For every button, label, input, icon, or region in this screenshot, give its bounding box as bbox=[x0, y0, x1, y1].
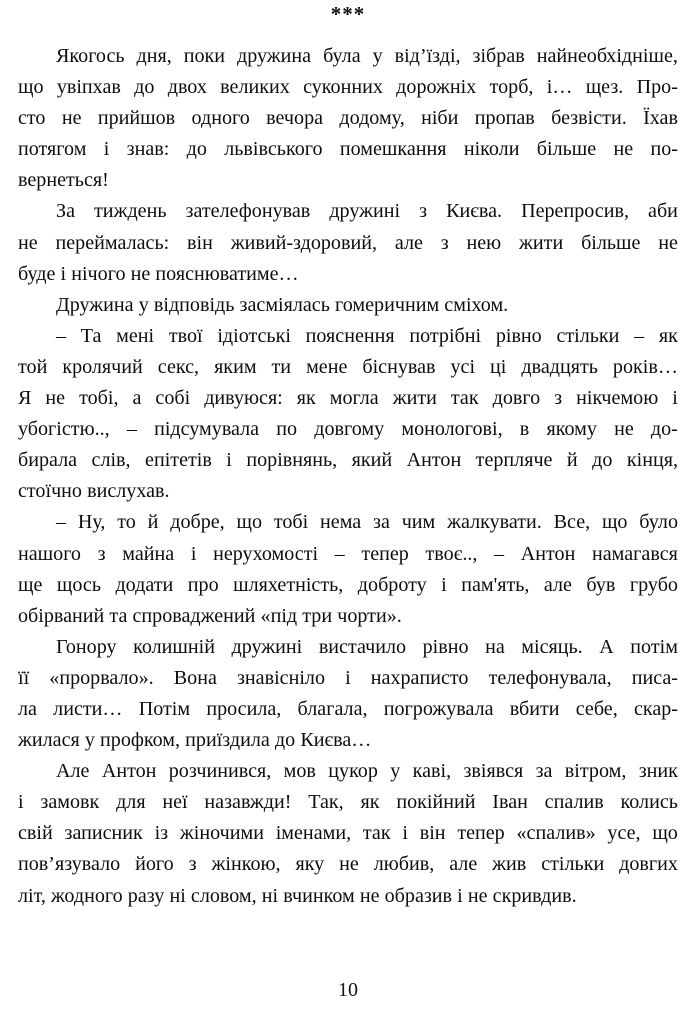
paragraph bbox=[18, 196, 678, 289]
paragraph bbox=[18, 507, 678, 631]
text-line: і замовк для неї назавжди! Так, як покійний Іван спалив колись bbox=[18, 791, 678, 814]
text-line: Якогось дня, поки дружина була у від’їзді, зібрав найнеобхідніше, bbox=[56, 45, 678, 67]
text-line: – Ну, то й добре, що тобі нема за чим жалкувати. Все, що було bbox=[56, 511, 678, 534]
text-line: Але Антон розчинився, мов цукор у каві, звіявся за вітром, зник bbox=[56, 760, 678, 783]
text-line: літ, жодного разу ні словом, ні вчинком не образив і не скривдив. bbox=[18, 884, 577, 907]
text-line: свій записник із жіночими іменами, так і він тепер «спалив» усе, що bbox=[18, 822, 678, 845]
text-line: той кролячий секс, яким ти мене біснував усі ці двадцять років… bbox=[18, 355, 678, 378]
paragraph bbox=[18, 632, 678, 756]
text-line: Я не тобі, а собі дивуюся: як могла жити так довго з нікчемою і bbox=[18, 387, 678, 410]
text-line: За тиждень зателефонував дружині з Києва. Перепросив, аби bbox=[56, 200, 678, 223]
paragraph bbox=[18, 756, 678, 911]
paragraph bbox=[18, 290, 678, 321]
text-line: Дружина у відповідь засміялась гомеричним сміхом. bbox=[56, 293, 509, 316]
text-line: не переймалась: він живий-здоровий, але з нею жити більше не bbox=[18, 231, 678, 254]
paragraph bbox=[18, 321, 678, 508]
text-line: потягом і знав: до львівського помешкання ніколи більше не по- bbox=[18, 138, 678, 161]
page-number: 10 bbox=[338, 979, 358, 1001]
text-line: вернеться! bbox=[18, 169, 109, 192]
text-line: стоїчно вислухав. bbox=[18, 480, 170, 503]
text-line: ла листи… Потім просила, благала, погрожувала вбити себе, скар- bbox=[18, 697, 678, 720]
text-line: – Та мені твої ідіотські пояснення потрібні рівно стільки – як bbox=[56, 324, 678, 347]
text-line: що увіпхав до двох великих суконних дорожніх торб, і… щез. Про- bbox=[18, 76, 678, 99]
text-line: обірваний та спроваджений «під три чорти». bbox=[18, 604, 402, 627]
paragraph bbox=[18, 41, 678, 196]
text-line: буде і нічого не пояснюватиме… bbox=[18, 262, 299, 285]
page-body-text bbox=[18, 41, 678, 912]
text-line: бирала слів, епітетів і порівнянь, який Антон терпляче й до кінця, bbox=[18, 449, 678, 472]
scene-break-separator: *** bbox=[330, 2, 366, 26]
text-line: ще щось додати про шляхетність, доброту і пам'ять, але був грубо bbox=[18, 573, 678, 596]
text-line: Гонору колишній дружині вистачило рівно на місяць. А потім bbox=[56, 635, 678, 658]
text-line: пов’язувало його з жінкою, яку не любив, але жив стільки довгих bbox=[18, 853, 678, 876]
text-line: нашого з майна і нерухомості – тепер твоє.., – Антон намагався bbox=[18, 542, 678, 565]
text-line: її «прорвало». Вона знавісніло і нахрaписто телефонувала, писа- bbox=[18, 666, 678, 689]
text-line: сто не прийшов одного вечора додому, ніби пропав безвісти. Їхав bbox=[18, 107, 678, 130]
text-line: жилася у профком, приїздила до Києва… bbox=[18, 729, 372, 752]
text-line: убогістю.., – підсумувала по довгому монологові, в якому не до- bbox=[18, 418, 678, 441]
